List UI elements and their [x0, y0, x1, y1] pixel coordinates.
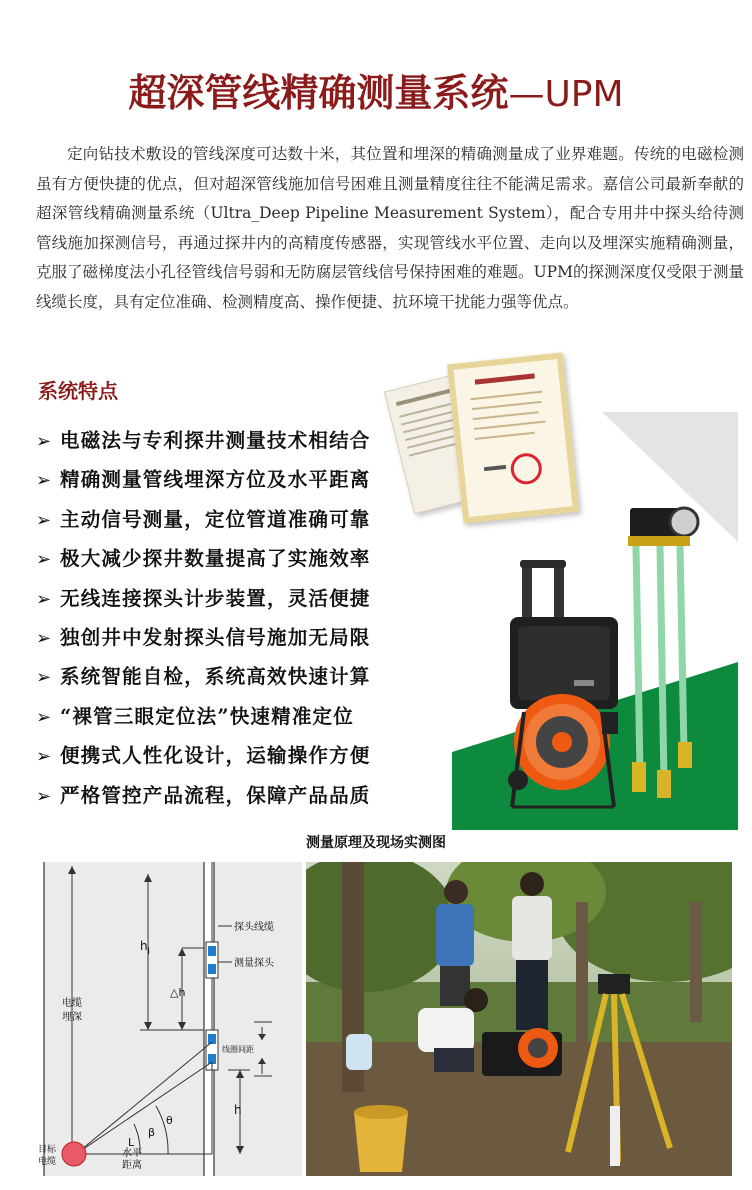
patent-certificate-right — [447, 352, 579, 523]
label-hj: $h_j$ — [140, 939, 150, 955]
feature-text: 精确测量管线埋深方位及水平距离 — [60, 468, 371, 492]
title-dash: — — [508, 74, 545, 115]
feature-item — [36, 502, 426, 541]
feature-text: “裸管三眼定位法”快速精准定位 — [60, 704, 354, 728]
feature-text: 极大减少探井数量提高了实施效率 — [60, 547, 371, 571]
feature-item — [36, 462, 426, 501]
feature-text: 电磁法与专利探井测量技术相结合 — [60, 429, 371, 452]
bullet-arrow-icon: ➢ — [36, 627, 53, 649]
label-horizontal-2: 距离 — [122, 1160, 142, 1171]
label-horizontal-1: 水平 — [122, 1148, 142, 1159]
feature-item — [36, 778, 426, 817]
bullet-arrow-icon: ➢ — [36, 549, 53, 571]
feature-item — [36, 423, 426, 462]
label-probe-cable: 探头线缆 — [234, 922, 274, 933]
label-probe: 测量探头 — [234, 958, 274, 969]
bullet-arrow-icon: ➢ — [36, 706, 53, 728]
bullet-arrow-icon: ➢ — [36, 588, 53, 610]
bullet-arrow-icon: ➢ — [36, 470, 53, 492]
figure-caption: 测量原理及现场实测图 — [306, 835, 446, 851]
feature-item — [36, 738, 426, 777]
bullet-arrow-icon: ➢ — [36, 785, 53, 807]
label-theta: θ — [166, 1114, 173, 1127]
feature-item — [36, 659, 426, 698]
bullet-arrow-icon: ➢ — [36, 431, 53, 452]
section-title: 系统特点 — [38, 379, 118, 403]
bullet-arrow-icon: ➢ — [36, 746, 53, 768]
feature-text: 独创井中发射探头信号施加无局限 — [60, 625, 371, 649]
feature-list — [36, 423, 426, 817]
bullet-arrow-icon: ➢ — [36, 667, 53, 689]
field-photo-illustration — [306, 862, 732, 1176]
label-target-2: 电缆 — [38, 1157, 57, 1167]
page-title — [0, 62, 752, 117]
feature-text: 系统智能自检，系统高效快速计算 — [60, 665, 371, 689]
label-delta-h: △h — [170, 986, 186, 999]
label-coil-spacing: 线圈间距 — [222, 1045, 254, 1054]
label-beta: β — [148, 1126, 156, 1139]
feature-text: 便携式人性化设计，运输操作方便 — [60, 744, 371, 768]
label-L: L — [128, 1136, 135, 1149]
diagram-drawing — [36, 862, 302, 1176]
feature-item — [36, 581, 426, 620]
certificate-seal-icon — [454, 359, 573, 517]
label-target-1: 目标 — [38, 1145, 57, 1155]
feature-item — [36, 620, 426, 659]
feature-item — [36, 541, 426, 580]
label-cable-depth-1: 电缆 — [62, 998, 82, 1009]
title-en: UPM — [544, 74, 624, 115]
feature-item — [36, 699, 426, 738]
bullet-arrow-icon: ➢ — [36, 509, 53, 531]
feature-text: 严格管控产品流程，保障产品品质 — [60, 783, 371, 807]
feature-text: 无线连接探头计步装置，灵活便捷 — [60, 586, 371, 610]
label-h: h — [234, 1103, 242, 1117]
title-cn: 超深管线精确测量系统 — [128, 71, 509, 115]
label-cable-depth-2: 埋深 — [62, 1012, 82, 1023]
feature-text: 主动信号测量，定位管道准确可靠 — [60, 507, 371, 531]
field-photo — [306, 862, 732, 1176]
measurement-principle-diagram — [36, 862, 302, 1176]
intro-paragraph: 定向钻技术敷设的管线深度可达数十米，其位置和埋深的精确测量成了业界难题。传统的电磁检测虽有方便快捷的优点，但对超深管线施加信号困难且测量精度往往不能满足需求。嘉信公司最新奉献的超深管线精确测量系统（Ultra_Deep Pipeline Measurement System），配合专用井中探头给待测管线施加探测信号，再通过探井内的高精度传感器，实现管线水平位置、走向以及埋深实施精确测量，克服了磁梯度法小孔径管线信号弱和无防腐层管线信号保持困难的难题。UPM的探测深度仅受限于测量线缆长度，具有定位准确、检测精度高、操作便捷、抗环境干扰能力强等优点。 — [36, 145, 744, 311]
